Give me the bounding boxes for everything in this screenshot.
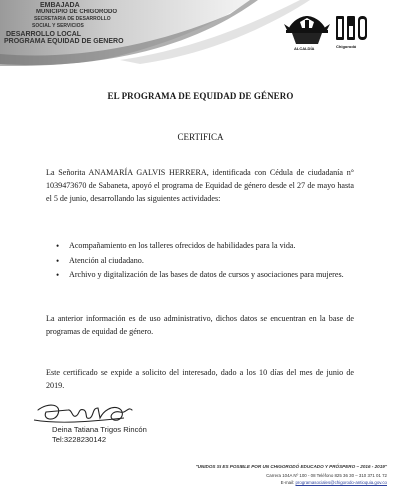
activity-item	[56, 268, 356, 283]
usage-paragraph: La anterior información es de uso administrativo, dichos datos se encuentran en la base de programas de equidad de género.	[46, 314, 354, 336]
activity-item	[56, 254, 356, 269]
chigorodo-logo	[334, 14, 374, 54]
logo-caption: Chigorodó	[336, 44, 357, 49]
bullet-icon: •	[56, 270, 60, 280]
chigorodo-mark-icon	[334, 14, 370, 46]
email-label: E-mail:	[280, 480, 295, 485]
bullet-icon: •	[56, 255, 60, 266]
org-line: SECRETARÍA DE DESARROLLO	[34, 16, 111, 22]
signer-name: Deina Tatiana Trigos Rincón	[52, 425, 147, 434]
issue-date-paragraph: Este certificado se expide a solicito del interesado, dado a los 10 días del mes de junio de 2019.	[46, 368, 354, 390]
letterhead	[0, 0, 401, 66]
certifies-heading: CERTIFICA	[177, 132, 224, 142]
org-line: DESARROLLO LOCAL	[6, 31, 82, 38]
activity-text: Atención al ciudadano.	[69, 255, 144, 265]
activity-text: Acompañamiento en los talleres ofrecidos de habilidades para la vida.	[69, 241, 296, 250]
logo-caption: ALCALDÍA	[294, 46, 315, 51]
activities-list	[56, 239, 356, 283]
activity-text: Archivo y digitalización de las bases de datos de cursos y asociaciones para mujeres.	[69, 270, 344, 279]
email-link[interactable]: programasociales@chigorodo-antioquia.gov.co	[295, 480, 387, 485]
document-title: EL PROGRAMA DE EQUIDAD DE GÉNERO	[107, 91, 294, 101]
footer-address: Carrera 104A Nº 100 - 08 Teléfono 825 36 30 – 310 371 01 72	[266, 473, 387, 478]
footer-email-line	[117, 480, 387, 485]
activity-item	[56, 239, 356, 254]
org-line: SOCIAL Y SERVICIOS	[32, 23, 84, 29]
bullet-icon: •	[56, 241, 60, 251]
organization-lines	[4, 2, 154, 45]
municipal-emblem-logo	[282, 14, 332, 54]
org-line: EMBAJADA	[40, 2, 80, 9]
footer-slogan: "UNIDOS SI ES POSIBLE POR UN CHIGORODÓ EDUCADO Y PRÓSPERO – 2016 - 2019"	[195, 464, 387, 469]
org-line: MUNICIPIO DE CHIGORODÓ	[36, 9, 118, 15]
emblem-icon	[282, 14, 332, 48]
org-line: PROGRAMA EQUIDAD DE GÉNERO	[4, 38, 124, 45]
signer-phone: Tel:3228230142	[52, 435, 107, 444]
certification-paragraph: La Señorita ANAMARÍA GALVIS HERRERA, identificada con Cédula de ciudadanía n° 1039473670 de Sabaneta, apoyó el programa de Equidad de género desde el 27 de mayo hasta el 5 de junio, desarrollando las siguientes actividades:	[46, 168, 354, 203]
